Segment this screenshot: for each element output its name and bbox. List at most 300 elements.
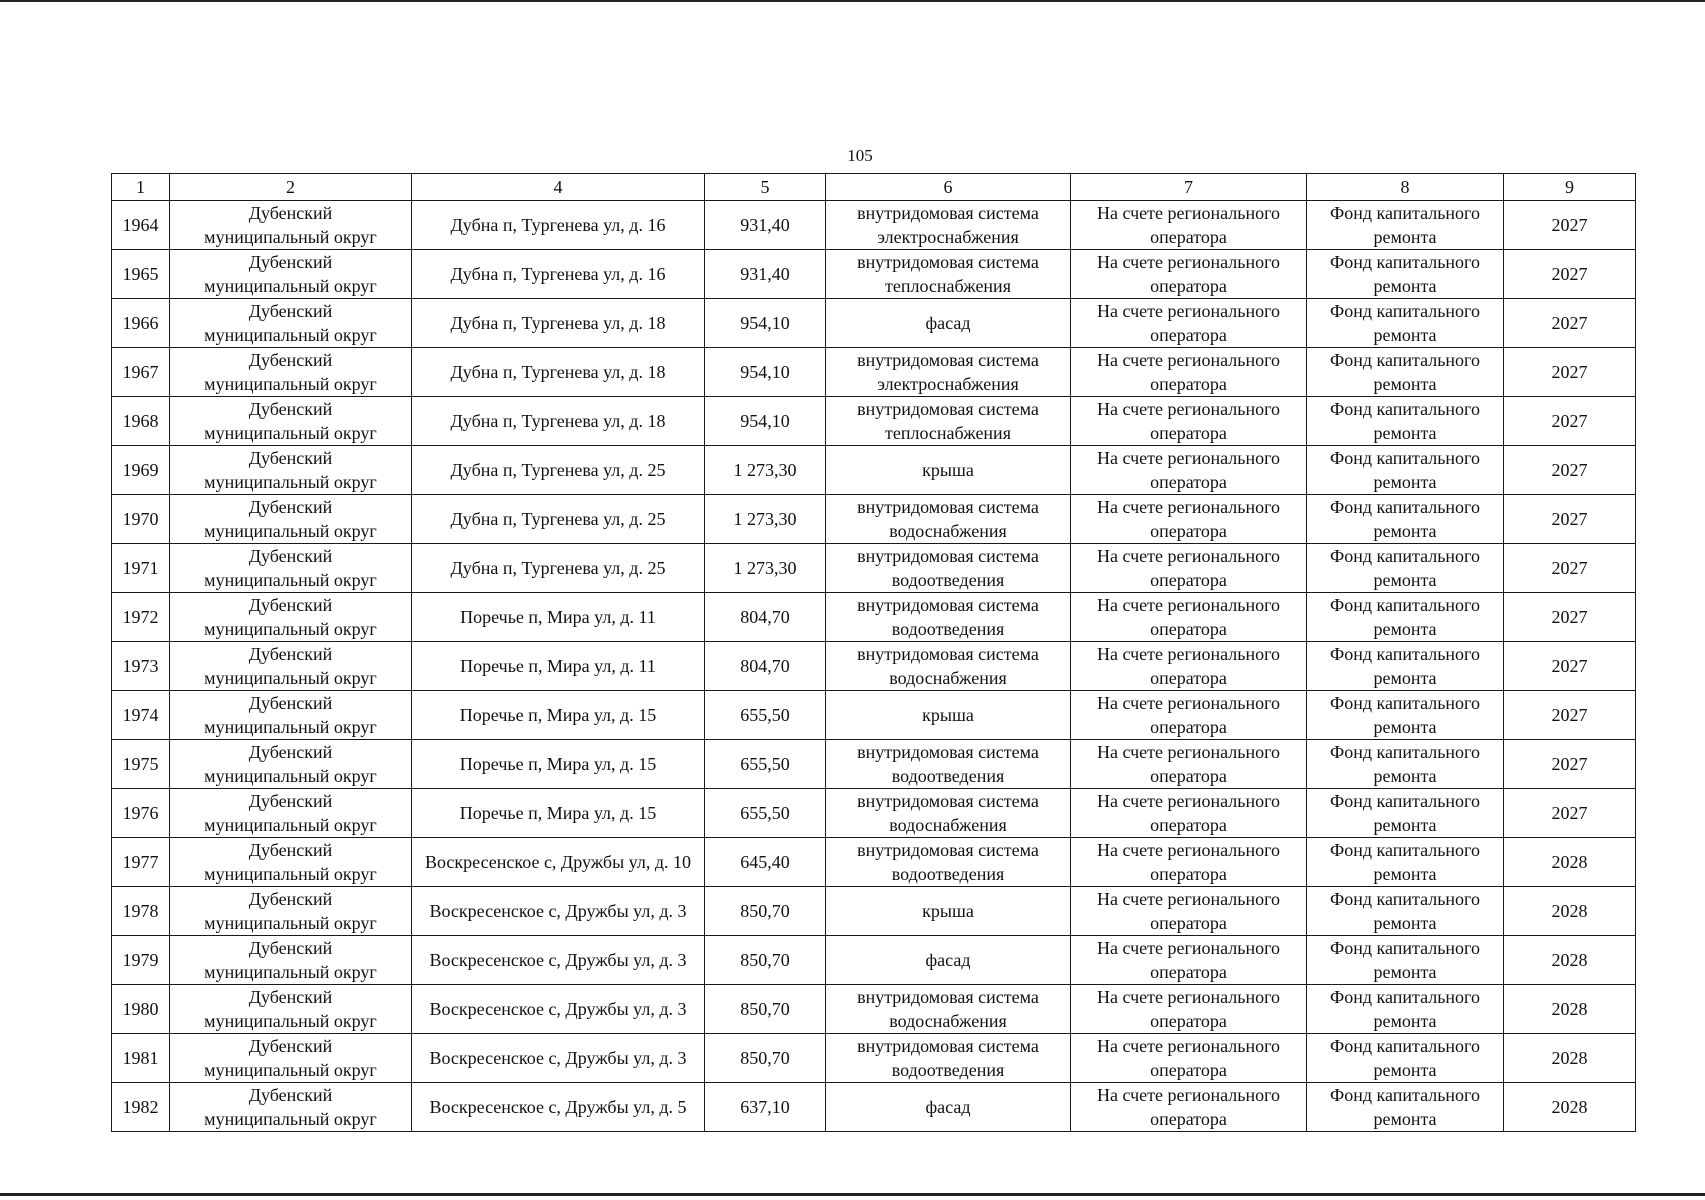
account-line-2: оператора xyxy=(1150,423,1227,443)
municipality-cell xyxy=(170,887,412,936)
year-cell: 2028 xyxy=(1504,838,1636,887)
account-line-2: оператора xyxy=(1150,619,1227,639)
funding-source-cell xyxy=(1307,1034,1504,1083)
account-line-1: На счете регионального xyxy=(1096,595,1281,615)
account-cell xyxy=(1071,250,1307,299)
funding-source-cell xyxy=(1307,593,1504,642)
municipality-line-2: муниципальный округ xyxy=(204,619,377,639)
row-number-cell: 1976 xyxy=(112,789,170,838)
funding-source-line-1: Фонд капитального xyxy=(1330,938,1480,958)
account-line-1: На счете регионального xyxy=(1096,301,1281,321)
municipality-cell xyxy=(170,593,412,642)
table-row xyxy=(112,936,1636,985)
municipality-cell xyxy=(170,250,412,299)
year-cell: 2028 xyxy=(1504,887,1636,936)
municipality-line-2: муниципальный округ xyxy=(204,668,377,688)
funding-source-cell xyxy=(1307,446,1504,495)
work-type-line-2: водоснабжения xyxy=(889,668,1007,688)
year-cell: 2027 xyxy=(1504,348,1636,397)
account-cell xyxy=(1071,593,1307,642)
account-line-1: На счете регионального xyxy=(1096,693,1281,713)
work-type-cell xyxy=(826,691,1071,740)
municipality-cell xyxy=(170,936,412,985)
address-cell: Дубна п, Тургенева ул, д. 25 xyxy=(412,446,705,495)
funding-source-line-2: ремонта xyxy=(1373,521,1437,541)
funding-source-line-2: ремонта xyxy=(1373,668,1437,688)
year-cell: 2028 xyxy=(1504,1034,1636,1083)
area-cell: 954,10 xyxy=(705,299,826,348)
account-cell xyxy=(1071,495,1307,544)
work-type-line-1: внутридомовая система xyxy=(857,840,1039,860)
table-row xyxy=(112,740,1636,789)
municipality-line-1: Дубенский xyxy=(248,497,333,517)
year-cell: 2028 xyxy=(1504,936,1636,985)
column-header: 2 xyxy=(170,174,412,201)
funding-source-cell xyxy=(1307,348,1504,397)
municipality-cell xyxy=(170,446,412,495)
work-type-line-2: водоотведения xyxy=(891,1060,1005,1080)
row-number-cell: 1974 xyxy=(112,691,170,740)
row-number-cell: 1980 xyxy=(112,985,170,1034)
work-type-cell xyxy=(826,348,1071,397)
work-type-line-2: водоснабжения xyxy=(889,815,1007,835)
address-cell: Поречье п, Мира ул, д. 15 xyxy=(412,691,705,740)
municipality-cell xyxy=(170,495,412,544)
account-line-2: оператора xyxy=(1150,521,1227,541)
work-type-line-1: фасад xyxy=(925,313,971,333)
funding-source-line-2: ремонта xyxy=(1373,570,1437,590)
municipality-line-2: муниципальный округ xyxy=(204,472,377,492)
funding-source-line-2: ремонта xyxy=(1373,1011,1437,1031)
work-type-line-2: водоснабжения xyxy=(889,1011,1007,1031)
municipality-line-1: Дубенский xyxy=(248,742,333,762)
area-cell: 804,70 xyxy=(705,642,826,691)
municipality-line-2: муниципальный округ xyxy=(204,1060,377,1080)
column-header: 8 xyxy=(1307,174,1504,201)
table-row xyxy=(112,593,1636,642)
address-cell: Дубна п, Тургенева ул, д. 18 xyxy=(412,348,705,397)
table-row xyxy=(112,642,1636,691)
account-line-1: На счете регионального xyxy=(1096,546,1281,566)
account-cell xyxy=(1071,1034,1307,1083)
funding-source-line-2: ремонта xyxy=(1373,472,1437,492)
municipality-line-1: Дубенский xyxy=(248,889,333,909)
municipality-line-1: Дубенский xyxy=(248,301,333,321)
account-cell xyxy=(1071,1083,1307,1132)
table-row xyxy=(112,250,1636,299)
account-line-2: оператора xyxy=(1150,276,1227,296)
row-number-cell: 1972 xyxy=(112,593,170,642)
municipality-line-2: муниципальный округ xyxy=(204,864,377,884)
address-cell: Поречье п, Мира ул, д. 11 xyxy=(412,593,705,642)
account-line-2: оператора xyxy=(1150,668,1227,688)
work-type-line-1: внутридомовая система xyxy=(857,252,1039,272)
municipality-cell xyxy=(170,642,412,691)
funding-source-line-1: Фонд капитального xyxy=(1330,399,1480,419)
table-row xyxy=(112,446,1636,495)
funding-source-line-1: Фонд капитального xyxy=(1330,693,1480,713)
address-cell: Поречье п, Мира ул, д. 15 xyxy=(412,789,705,838)
municipality-line-2: муниципальный округ xyxy=(204,521,377,541)
account-line-1: На счете регионального xyxy=(1096,252,1281,272)
municipality-line-1: Дубенский xyxy=(248,644,333,664)
work-type-line-2: водоотведения xyxy=(891,864,1005,884)
work-type-line-1: фасад xyxy=(925,950,971,970)
funding-source-line-2: ремонта xyxy=(1373,913,1437,933)
bottom-border-line xyxy=(0,1193,1705,1196)
funding-source-cell xyxy=(1307,250,1504,299)
table-row xyxy=(112,887,1636,936)
account-cell xyxy=(1071,397,1307,446)
municipality-line-1: Дубенский xyxy=(248,252,333,272)
work-type-line-1: крыша xyxy=(922,705,974,725)
funding-source-line-2: ремонта xyxy=(1373,374,1437,394)
municipality-cell xyxy=(170,201,412,250)
account-line-2: оператора xyxy=(1150,766,1227,786)
account-cell xyxy=(1071,691,1307,740)
funding-source-line-2: ремонта xyxy=(1373,815,1437,835)
municipality-line-1: Дубенский xyxy=(248,1036,333,1056)
year-cell: 2028 xyxy=(1504,985,1636,1034)
row-number-cell: 1965 xyxy=(112,250,170,299)
area-cell: 850,70 xyxy=(705,887,826,936)
funding-source-line-1: Фонд капитального xyxy=(1330,1036,1480,1056)
account-line-2: оператора xyxy=(1150,815,1227,835)
municipality-line-1: Дубенский xyxy=(248,448,333,468)
year-cell: 2027 xyxy=(1504,642,1636,691)
table-row xyxy=(112,544,1636,593)
funding-source-cell xyxy=(1307,1083,1504,1132)
municipality-cell xyxy=(170,1034,412,1083)
work-type-cell xyxy=(826,1034,1071,1083)
work-type-cell xyxy=(826,495,1071,544)
work-type-line-1: крыша xyxy=(922,901,974,921)
account-cell xyxy=(1071,201,1307,250)
year-cell: 2027 xyxy=(1504,250,1636,299)
work-type-cell xyxy=(826,936,1071,985)
municipality-line-2: муниципальный округ xyxy=(204,913,377,933)
funding-source-line-1: Фонд капитального xyxy=(1330,546,1480,566)
year-cell: 2027 xyxy=(1504,691,1636,740)
work-type-line-1: внутридомовая система xyxy=(857,595,1039,615)
work-type-line-1: внутридомовая система xyxy=(857,987,1039,1007)
funding-source-line-1: Фонд капитального xyxy=(1330,791,1480,811)
account-line-1: На счете регионального xyxy=(1096,987,1281,1007)
municipality-line-2: муниципальный округ xyxy=(204,1011,377,1031)
account-line-1: На счете регионального xyxy=(1096,889,1281,909)
address-cell: Дубна п, Тургенева ул, д. 18 xyxy=(412,299,705,348)
work-type-cell xyxy=(826,642,1071,691)
funding-source-line-1: Фонд капитального xyxy=(1330,448,1480,468)
account-line-2: оператора xyxy=(1150,325,1227,345)
work-type-cell xyxy=(826,838,1071,887)
table-row xyxy=(112,397,1636,446)
municipality-line-1: Дубенский xyxy=(248,546,333,566)
funding-source-line-1: Фонд капитального xyxy=(1330,203,1480,223)
address-cell: Воскресенское с, Дружбы ул, д. 10 xyxy=(412,838,705,887)
work-type-cell xyxy=(826,740,1071,789)
year-cell: 2027 xyxy=(1504,201,1636,250)
account-cell xyxy=(1071,838,1307,887)
municipality-line-1: Дубенский xyxy=(248,399,333,419)
funding-source-cell xyxy=(1307,691,1504,740)
row-number-cell: 1966 xyxy=(112,299,170,348)
area-cell: 1 273,30 xyxy=(705,446,826,495)
work-type-line-2: электроснабжения xyxy=(877,374,1019,394)
row-number-cell: 1975 xyxy=(112,740,170,789)
account-line-1: На счете регионального xyxy=(1096,938,1281,958)
municipality-line-2: муниципальный округ xyxy=(204,325,377,345)
row-number-cell: 1971 xyxy=(112,544,170,593)
municipality-cell xyxy=(170,544,412,593)
funding-source-line-2: ремонта xyxy=(1373,423,1437,443)
funding-source-line-1: Фонд капитального xyxy=(1330,497,1480,517)
work-type-line-1: внутридомовая система xyxy=(857,742,1039,762)
work-type-cell xyxy=(826,250,1071,299)
municipality-line-1: Дубенский xyxy=(248,1085,333,1105)
work-type-line-2: водоотведения xyxy=(891,766,1005,786)
row-number-cell: 1977 xyxy=(112,838,170,887)
work-type-cell xyxy=(826,789,1071,838)
year-cell: 2027 xyxy=(1504,446,1636,495)
address-cell: Воскресенское с, Дружбы ул, д. 3 xyxy=(412,887,705,936)
table-row xyxy=(112,348,1636,397)
address-cell: Воскресенское с, Дружбы ул, д. 3 xyxy=(412,985,705,1034)
work-type-line-2: теплоснабжения xyxy=(885,276,1011,296)
municipality-cell xyxy=(170,397,412,446)
work-type-line-1: внутридомовая система xyxy=(857,203,1039,223)
municipality-cell xyxy=(170,1083,412,1132)
account-line-1: На счете регионального xyxy=(1096,840,1281,860)
table-row xyxy=(112,1083,1636,1132)
municipality-line-2: муниципальный округ xyxy=(204,815,377,835)
work-type-cell xyxy=(826,544,1071,593)
municipality-cell xyxy=(170,691,412,740)
address-cell: Дубна п, Тургенева ул, д. 25 xyxy=(412,495,705,544)
area-cell: 954,10 xyxy=(705,397,826,446)
funding-source-cell xyxy=(1307,642,1504,691)
funding-source-line-1: Фонд капитального xyxy=(1330,301,1480,321)
funding-source-line-1: Фонд капитального xyxy=(1330,350,1480,370)
account-line-2: оператора xyxy=(1150,1060,1227,1080)
column-header: 5 xyxy=(705,174,826,201)
year-cell: 2027 xyxy=(1504,397,1636,446)
municipality-line-1: Дубенский xyxy=(248,350,333,370)
work-type-cell xyxy=(826,593,1071,642)
work-type-line-1: внутридомовая система xyxy=(857,546,1039,566)
funding-source-line-1: Фонд капитального xyxy=(1330,987,1480,1007)
work-type-cell xyxy=(826,1083,1071,1132)
work-type-cell xyxy=(826,446,1071,495)
account-cell xyxy=(1071,299,1307,348)
municipality-cell xyxy=(170,348,412,397)
funding-source-line-1: Фонд капитального xyxy=(1330,644,1480,664)
municipality-cell xyxy=(170,299,412,348)
area-cell: 655,50 xyxy=(705,789,826,838)
funding-source-cell xyxy=(1307,838,1504,887)
account-line-1: На счете регионального xyxy=(1096,350,1281,370)
address-cell: Воскресенское с, Дружбы ул, д. 3 xyxy=(412,936,705,985)
area-cell: 850,70 xyxy=(705,1034,826,1083)
account-cell xyxy=(1071,544,1307,593)
funding-source-line-1: Фонд капитального xyxy=(1330,742,1480,762)
funding-source-cell xyxy=(1307,985,1504,1034)
table-row xyxy=(112,691,1636,740)
capital-repair-table xyxy=(111,173,1636,1132)
year-cell: 2027 xyxy=(1504,789,1636,838)
column-header: 7 xyxy=(1071,174,1307,201)
top-border-line xyxy=(0,0,1705,2)
funding-source-line-2: ремонта xyxy=(1373,276,1437,296)
area-cell: 931,40 xyxy=(705,250,826,299)
year-cell: 2027 xyxy=(1504,593,1636,642)
year-cell: 2027 xyxy=(1504,299,1636,348)
address-cell: Дубна п, Тургенева ул, д. 18 xyxy=(412,397,705,446)
municipality-line-1: Дубенский xyxy=(248,693,333,713)
account-line-2: оператора xyxy=(1150,864,1227,884)
municipality-line-2: муниципальный округ xyxy=(204,276,377,296)
work-type-cell xyxy=(826,201,1071,250)
account-line-1: На счете регионального xyxy=(1096,399,1281,419)
table-row xyxy=(112,838,1636,887)
address-cell: Поречье п, Мира ул, д. 15 xyxy=(412,740,705,789)
funding-source-cell xyxy=(1307,740,1504,789)
address-cell: Дубна п, Тургенева ул, д. 16 xyxy=(412,250,705,299)
row-number-cell: 1979 xyxy=(112,936,170,985)
year-cell: 2028 xyxy=(1504,1083,1636,1132)
municipality-cell xyxy=(170,985,412,1034)
year-cell: 2027 xyxy=(1504,740,1636,789)
municipality-line-1: Дубенский xyxy=(248,595,333,615)
funding-source-cell xyxy=(1307,495,1504,544)
account-line-2: оператора xyxy=(1150,472,1227,492)
funding-source-line-1: Фонд капитального xyxy=(1330,252,1480,272)
account-cell xyxy=(1071,348,1307,397)
work-type-line-2: водоснабжения xyxy=(889,521,1007,541)
column-header: 6 xyxy=(826,174,1071,201)
municipality-line-2: муниципальный округ xyxy=(204,570,377,590)
work-type-line-1: внутридомовая система xyxy=(857,350,1039,370)
table-header-row xyxy=(112,174,1636,201)
municipality-line-1: Дубенский xyxy=(248,840,333,860)
work-type-line-2: водоотведения xyxy=(891,570,1005,590)
work-type-line-1: внутридомовая система xyxy=(857,644,1039,664)
area-cell: 850,70 xyxy=(705,985,826,1034)
address-cell: Дубна п, Тургенева ул, д. 25 xyxy=(412,544,705,593)
page-number: 105 xyxy=(847,146,873,165)
work-type-line-2: водоотведения xyxy=(891,619,1005,639)
funding-source-line-2: ремонта xyxy=(1373,1109,1437,1129)
year-cell: 2027 xyxy=(1504,495,1636,544)
account-line-1: На счете регионального xyxy=(1096,497,1281,517)
work-type-line-2: теплоснабжения xyxy=(885,423,1011,443)
account-line-1: На счете регионального xyxy=(1096,644,1281,664)
area-cell: 1 273,30 xyxy=(705,544,826,593)
municipality-line-2: муниципальный округ xyxy=(204,717,377,737)
table-row xyxy=(112,985,1636,1034)
row-number-cell: 1982 xyxy=(112,1083,170,1132)
row-number-cell: 1978 xyxy=(112,887,170,936)
row-number-cell: 1967 xyxy=(112,348,170,397)
work-type-cell xyxy=(826,397,1071,446)
municipality-cell xyxy=(170,740,412,789)
municipality-line-2: муниципальный округ xyxy=(204,423,377,443)
municipality-line-1: Дубенский xyxy=(248,987,333,1007)
table-row xyxy=(112,1034,1636,1083)
address-cell: Воскресенское с, Дружбы ул, д. 3 xyxy=(412,1034,705,1083)
funding-source-line-1: Фонд капитального xyxy=(1330,595,1480,615)
account-line-2: оператора xyxy=(1150,717,1227,737)
account-cell xyxy=(1071,985,1307,1034)
work-type-line-1: крыша xyxy=(922,460,974,480)
municipality-line-2: муниципальный округ xyxy=(204,962,377,982)
year-cell: 2027 xyxy=(1504,544,1636,593)
funding-source-cell xyxy=(1307,936,1504,985)
municipality-cell xyxy=(170,838,412,887)
funding-source-line-2: ремонта xyxy=(1373,766,1437,786)
row-number-cell: 1964 xyxy=(112,201,170,250)
funding-source-line-2: ремонта xyxy=(1373,717,1437,737)
account-line-1: На счете регионального xyxy=(1096,742,1281,762)
work-type-cell xyxy=(826,299,1071,348)
account-line-1: На счете регионального xyxy=(1096,448,1281,468)
column-header: 4 xyxy=(412,174,705,201)
area-cell: 850,70 xyxy=(705,936,826,985)
work-type-line-1: внутридомовая система xyxy=(857,399,1039,419)
municipality-line-1: Дубенский xyxy=(248,203,333,223)
row-number-cell: 1969 xyxy=(112,446,170,495)
account-cell xyxy=(1071,887,1307,936)
address-cell: Дубна п, Тургенева ул, д. 16 xyxy=(412,201,705,250)
row-number-cell: 1970 xyxy=(112,495,170,544)
account-line-2: оператора xyxy=(1150,913,1227,933)
work-type-cell xyxy=(826,985,1071,1034)
account-line-1: На счете регионального xyxy=(1096,1085,1281,1105)
area-cell: 804,70 xyxy=(705,593,826,642)
account-cell xyxy=(1071,446,1307,495)
funding-source-cell xyxy=(1307,397,1504,446)
municipality-line-2: муниципальный округ xyxy=(204,1109,377,1129)
municipality-line-1: Дубенский xyxy=(248,938,333,958)
funding-source-line-1: Фонд капитального xyxy=(1330,1085,1480,1105)
funding-source-cell xyxy=(1307,789,1504,838)
account-cell xyxy=(1071,936,1307,985)
funding-source-line-1: Фонд капитального xyxy=(1330,840,1480,860)
funding-source-line-2: ремонта xyxy=(1373,619,1437,639)
municipality-cell xyxy=(170,789,412,838)
municipality-line-2: муниципальный округ xyxy=(204,766,377,786)
funding-source-cell xyxy=(1307,887,1504,936)
account-line-1: На счете регионального xyxy=(1096,1036,1281,1056)
account-cell xyxy=(1071,642,1307,691)
funding-source-line-2: ремонта xyxy=(1373,962,1437,982)
work-type-cell xyxy=(826,887,1071,936)
municipality-line-2: муниципальный округ xyxy=(204,227,377,247)
column-header: 9 xyxy=(1504,174,1636,201)
account-line-2: оператора xyxy=(1150,374,1227,394)
funding-source-line-2: ремонта xyxy=(1373,864,1437,884)
area-cell: 931,40 xyxy=(705,201,826,250)
municipality-line-1: Дубенский xyxy=(248,791,333,811)
address-cell: Поречье п, Мира ул, д. 11 xyxy=(412,642,705,691)
work-type-line-1: фасад xyxy=(925,1097,971,1117)
row-number-cell: 1981 xyxy=(112,1034,170,1083)
work-type-line-1: внутридомовая система xyxy=(857,791,1039,811)
funding-source-cell xyxy=(1307,201,1504,250)
area-cell: 655,50 xyxy=(705,740,826,789)
table-row xyxy=(112,495,1636,544)
account-line-2: оператора xyxy=(1150,1011,1227,1031)
